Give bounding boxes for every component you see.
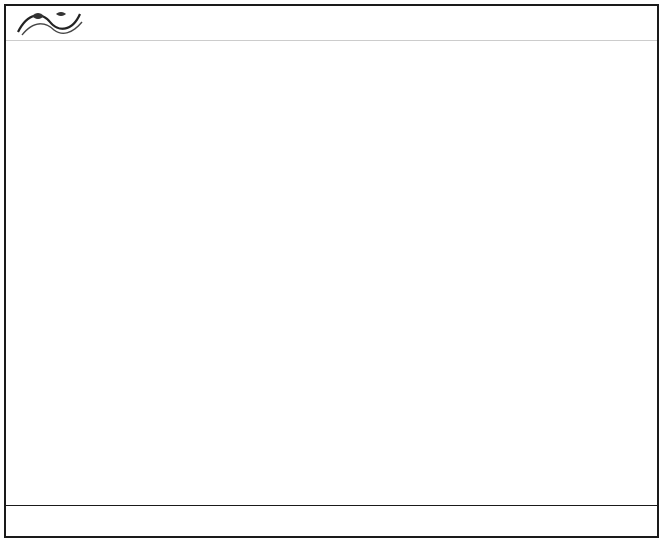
notice-dates xyxy=(6,41,657,46)
notice-header xyxy=(6,6,657,41)
watermark xyxy=(55,123,637,268)
tender-notice xyxy=(4,4,659,538)
notice-footer xyxy=(6,505,657,536)
emblem-logo-icon xyxy=(12,8,86,38)
